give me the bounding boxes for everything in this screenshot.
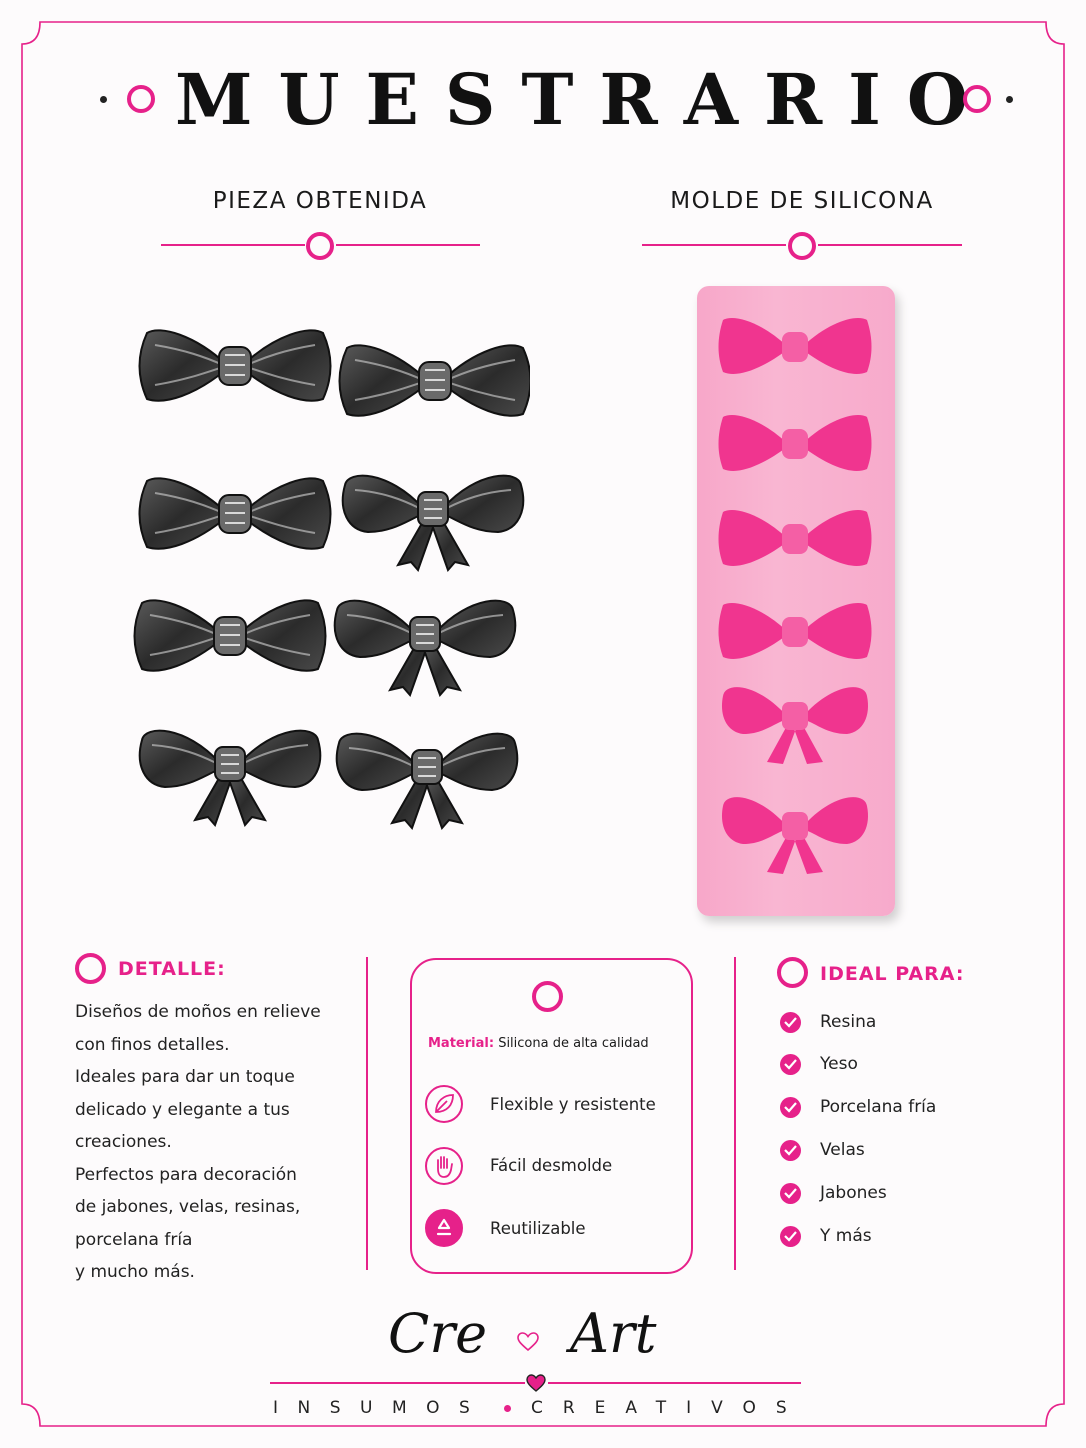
material-value: Silicona de alta calidad [498,1036,649,1051]
detail-line: porcelana fría [75,1229,193,1250]
left-title-line-b [336,244,480,246]
detail-line: Diseños de moños en relieve [75,1002,321,1022]
bow-piece-3 [140,478,331,548]
left-column-title: PIEZA OBTENIDA [212,188,428,214]
left-title-ring [306,232,334,260]
header-ring-left [127,85,155,113]
ideal-item: Velas [820,1140,865,1160]
left-title-line-a [161,244,305,246]
material-line [428,1036,649,1051]
mold-cavity-1 [719,318,872,374]
feature-label: Fácil desmolde [490,1156,613,1175]
ideal-item: Porcelana fría [820,1097,937,1117]
tagline-dot [504,1405,511,1412]
bow-pieces-grid [130,315,530,860]
feature-label: Flexible y resistente [490,1095,656,1114]
right-column-title: MOLDE DE SILICONA [670,188,934,214]
ideal-item: Jabones [820,1183,887,1203]
divider-left [366,957,368,1270]
detail-line: creaciones. [75,1132,172,1152]
check-icon [780,1183,801,1204]
bow-piece-2 [340,345,531,415]
page-title: MUESTRARIO [175,58,994,141]
detail-line: Perfectos para decoración [75,1164,297,1185]
right-title-ring [788,232,816,260]
detail-heading-ring [75,953,106,984]
ideal-heading: IDEAL PARA: [820,963,965,985]
right-title-line-b [818,244,962,246]
material-label: Material: [428,1036,495,1051]
mold-cavity-3 [719,510,872,566]
silicone-mold [697,286,895,916]
bow-piece-5 [135,600,326,670]
detail-text [75,996,365,1289]
detail-line: y mucho más. [75,1262,195,1282]
mold-cavities [697,286,895,916]
bow-piece-6 [335,601,515,695]
check-icon [780,1097,801,1118]
ideal-item: Resina [820,1012,877,1032]
check-icon [780,1140,801,1161]
bow-piece-8 [337,734,517,828]
mold-cavity-6 [722,797,868,874]
feature-label: Reutilizable [490,1219,586,1238]
divider-right [734,957,736,1270]
logo-heart-outline-icon [517,1332,539,1356]
ideal-heading-ring [777,957,808,988]
header-dot-right [1006,96,1013,103]
check-icon [780,1012,801,1033]
check-icon [780,1054,801,1075]
tagline-left: INSUMOS [273,1398,490,1418]
logo-word-cre: Cre [388,1302,488,1365]
detail-line: de jabones, velas, resinas, [75,1197,301,1217]
right-title-line-a [642,244,786,246]
header-ring-right [963,85,991,113]
recycle-icon [425,1209,463,1247]
logo-line-right [548,1382,801,1384]
bow-piece-4 [343,476,523,570]
check-icon [780,1226,801,1247]
detail-line: Ideales para dar un toque [75,1067,295,1087]
logo-line-left [270,1382,525,1384]
mold-cavity-5 [722,687,868,764]
mold-cavity-2 [719,415,872,471]
detail-line: delicado y elegante a tus [75,1099,290,1120]
mold-cavity-4 [719,603,872,659]
bow-piece-1 [140,330,331,400]
card-ring [532,981,563,1012]
logo-word-art: Art [570,1302,657,1365]
hand-icon [425,1147,463,1185]
ideal-item: Yeso [820,1054,858,1074]
detail-heading: DETALLE: [118,958,226,980]
header-dot-left [100,96,107,103]
tagline-right: CREATIVOS [531,1398,807,1418]
logo-heart-icon [526,1374,546,1396]
ideal-item: Y más [820,1226,872,1246]
bow-piece-7 [140,731,320,825]
detail-line: con finos detalles. [75,1034,230,1055]
leaf-icon [425,1085,463,1123]
